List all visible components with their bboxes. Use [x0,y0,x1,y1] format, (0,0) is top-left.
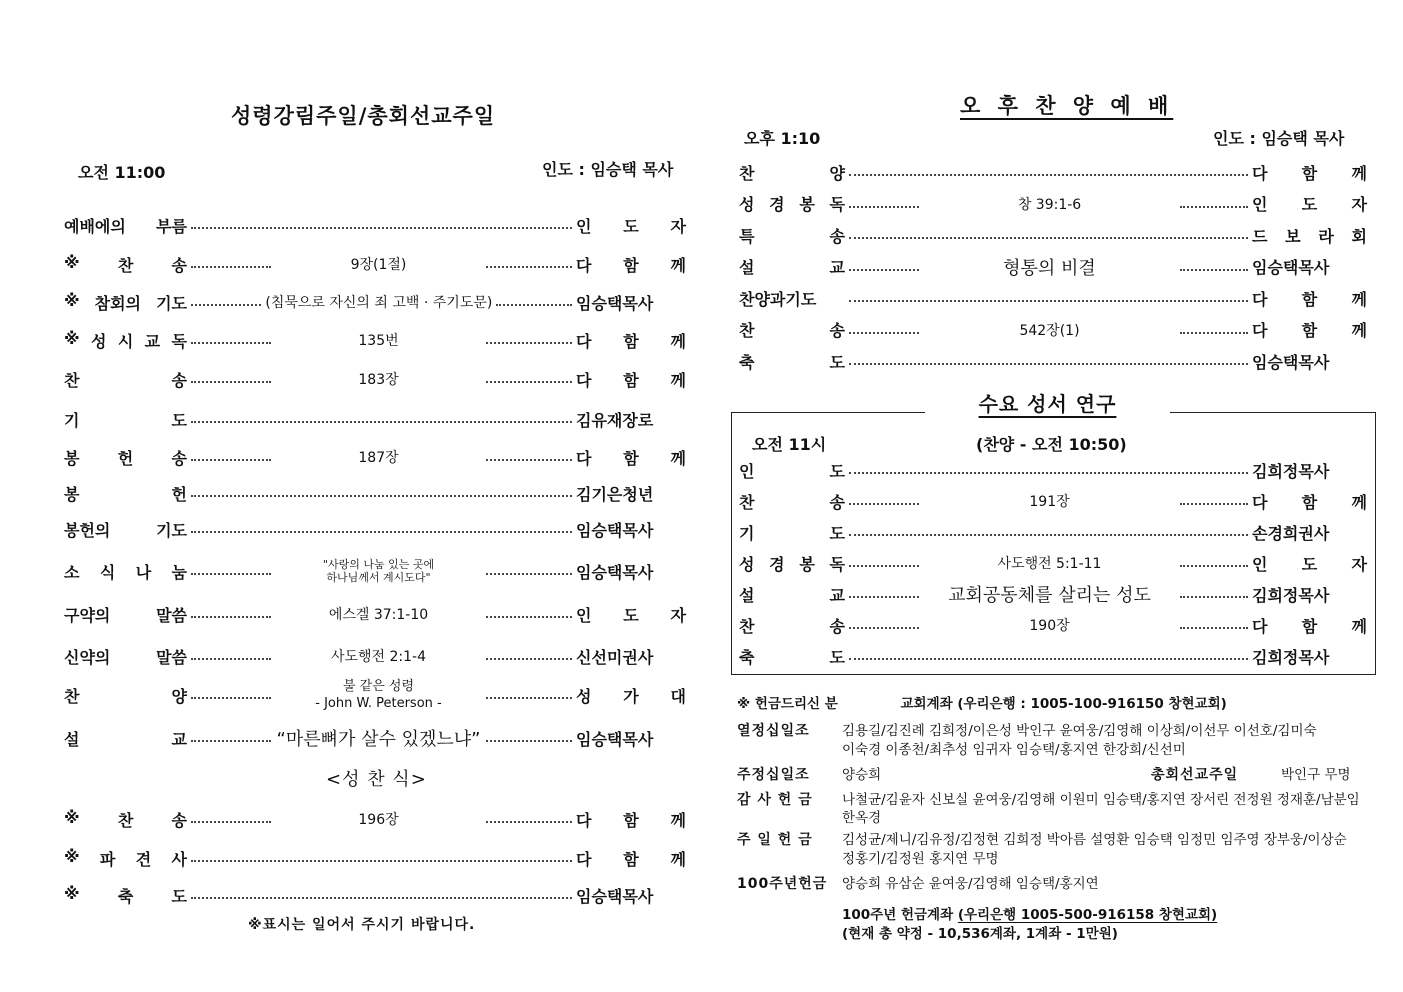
service-item-label: 기 도 [64,410,187,430]
service-row [64,843,686,873]
service-item-person: 다 함 께 [576,849,686,869]
leader-dots [191,860,572,862]
detail-line-1: 불 같은 성령 [342,679,415,694]
service-item-label: 찬 송 [64,370,187,390]
offering-header-label: ※ 헌금드리신 분 [737,696,838,712]
leader-dots [849,658,1248,660]
service-row [739,520,1367,544]
leader-dots [486,573,572,575]
service-item-person: 드 보 라 회 [1252,226,1367,246]
service-row [64,404,686,434]
service-item-person: 임승택목사 [576,886,654,906]
detail-line-2: - John W. Peterson - [315,696,442,711]
service-row [739,489,1367,513]
leader-dots [191,573,271,575]
service-item-detail: 542장(1) [1019,322,1080,339]
service-item-person: 다 함 께 [576,370,686,390]
service-item-label: 축 도 [739,647,845,667]
wednesday-title-wrap [925,388,1170,417]
service-item-label: 신약의 말씀 [64,647,187,667]
offering-header [737,696,1227,713]
mission-label: 총회선교주일 [1151,767,1239,783]
service-row [739,458,1367,482]
wednesday-time: 오전 11시 [752,435,827,454]
leader-dots [191,697,271,699]
leader-dots [849,565,919,567]
service-item-detail: “마른뼈가 살수 있겠느냐” [276,729,481,750]
service-item-person: 다 함 께 [1252,616,1367,636]
service-row [64,599,686,629]
standing-note: ※표시는 일어서 주시기 바랍니다. [248,917,476,933]
anniversary-status: (현재 총 약정 - 10,536계좌, 1계좌 - 1만원) [842,926,1118,942]
service-item-detail: 형통의 비결 [1003,257,1096,279]
service-item-detail: 교회공동체를 살리는 성도 [948,585,1151,606]
service-item-label: 찬 송 [739,492,845,512]
service-row [739,223,1367,247]
service-row [739,582,1367,606]
leader-dots [191,495,572,497]
service-row [64,641,686,671]
service-row [739,613,1367,637]
service-item-person: 임승택목사 [1252,258,1330,277]
weekly-tithe-label: 주정십일조 [737,767,810,783]
service-item-label: 봉 헌 [64,484,187,504]
service-row [64,680,686,710]
wednesday-title: 수요 성서 연구 [978,392,1117,416]
service-item-label: ※ 찬 송 [64,807,187,830]
afternoon-time: 오후 1:10 [744,129,821,148]
service-item-detail: 사도행전 2:1-4 [330,649,427,665]
service-item-person: 다 함 께 [1252,321,1367,340]
service-item-person: 다 함 께 [1252,289,1367,309]
leader-dots [486,821,572,823]
afternoon-title: 오 후 찬 양 예 배 [960,94,1174,118]
leader-dots [849,237,1248,239]
service-item-detail: 190장 [1029,618,1070,634]
service-row [739,192,1367,216]
sacrament-heading: <성 찬 식> [326,769,427,790]
service-item-person: 김유재장로 [576,410,654,430]
service-item-label: 예배에의 부름 [64,216,187,236]
service-row [64,723,686,753]
leader-dots [191,740,271,742]
anniversary-account-prefix: 100주년 헌금계좌 [842,907,958,923]
service-item-person: 다 함 께 [576,331,686,351]
leader-dots [486,459,572,461]
service-row [739,286,1367,310]
service-item-label: ※ 찬 송 [64,252,187,275]
service-item-label: 구약의 말씀 [64,605,187,625]
service-item-person: 신선미권사 [576,647,654,667]
leader-dots [849,472,1248,474]
leader-dots [191,421,572,423]
service-item-label: 설 교 [739,258,845,277]
anniversary-account-number: (우리은행 1005-500-916158 창현교회) [957,907,1218,923]
thanks-line-2: 한옥경 [842,810,882,826]
afternoon-leader: 인도 : 임승택 목사 [1213,129,1345,148]
service-item-label: ※ 참회의 기도 [64,290,187,313]
service-row [739,255,1367,279]
service-item-person: 김희정목사 [1252,585,1330,605]
church-account: 교회계좌 (우리은행 : 1005-100-916150 창현교회) [900,696,1227,712]
service-item-person: 김희정목사 [1252,647,1330,667]
tithe-line-1: 김용길/김진례 김희정/이은성 박인구 윤여웅/김영해 이상희/이선무 이선호/김미숙 [842,723,1317,739]
weekly-tithe-names: 양승희 [842,767,882,783]
service-item-person: 다 함 께 [576,810,686,830]
leader-dots [486,266,572,268]
leader-dots [1180,503,1248,505]
anniversary-names: 양승희 유삼순 윤여웅/김영해 임승택/홍지연 [842,876,1099,892]
service-row [64,804,686,834]
service-item-label: 축 도 [739,352,845,372]
service-item-label: 성 경 봉 독 [739,554,845,574]
leader-dots [1180,332,1248,334]
leader-dots [191,342,271,344]
service-row [64,556,686,586]
leader-dots [849,300,1248,302]
service-item-label: ※ 파 견 사 [64,846,187,869]
leader-dots [849,269,919,271]
service-item-detail: 에스겔 37:1-10 [328,607,429,623]
detail-line-1: "사랑의 나눔 있는 곳에 [322,558,435,571]
service-item-detail: 196장 [358,812,399,828]
service-row [64,210,686,240]
service-row [64,325,686,355]
thanks-line-1: 나철균/김윤자 신보실 윤여웅/김영해 이원미 임승택/홍지연 장서린 전정원 정재훈/남분임 [842,792,1360,808]
service-item-label: 찬 송 [739,321,845,340]
wednesday-praise-time: (찬양 - 오전 10:50) [976,435,1127,454]
leader-dots [1180,565,1248,567]
service-item-label: ※ 축 도 [64,883,187,906]
service-item-person: 임승택목사 [576,562,654,582]
service-item-person: 임승택목사 [576,520,654,540]
service-row [739,551,1367,575]
leader-dots [191,821,271,823]
service-item-label: 봉헌의 기도 [64,520,187,540]
service-row [64,249,686,279]
service-item-person: 다 함 께 [1252,163,1367,183]
service-item-person: 임승택목사 [576,729,654,749]
service-item-person: 인 도 자 [576,605,686,625]
service-row [739,160,1367,184]
service-item-detail: 창 39:1-6 [1017,196,1082,213]
service-item-label: 설 교 [739,585,845,605]
leader-dots [849,332,919,334]
leader-dots [849,627,919,629]
service-item-detail: 183장 [358,372,399,388]
service-item-label: 찬 양 [739,163,845,183]
service-item-person: 김희정목사 [1252,461,1330,481]
service-item-person: 다 함 께 [576,255,686,275]
tithe-label: 열정십일조 [737,723,810,739]
leader-dots [486,342,572,344]
leader-dots [486,658,572,660]
tithe-line-2: 이숙경 이종천/최추성 임귀자 임승택/홍지연 한강희/신선미 [842,742,1186,758]
service-item-person: 다 함 께 [576,448,686,468]
leader-dots [849,174,1248,176]
service-item-label: 기 도 [739,523,845,543]
left-time: 오전 11:00 [78,163,166,182]
leader-dots [191,616,271,618]
service-item-label: 찬양과기도 [739,289,817,309]
leader-dots [486,616,572,618]
leader-dots [191,459,271,461]
leader-dots [849,363,1248,365]
service-item-person: 인 도 자 [1252,195,1367,214]
leader-dots [486,697,572,699]
service-item-person: 인 도 자 [576,216,686,236]
service-item-label: 인 도 [739,461,845,481]
service-item-person: 성 가 대 [576,686,686,706]
service-item-label: 봉 헌 송 [64,448,187,468]
service-row [64,514,686,544]
mission-names: 박인구 무명 [1281,767,1351,783]
detail-line-2: 하나님께서 계시도다" [326,571,431,584]
service-item-detail: (침묵으로 자신의 죄 고백 · 주기도문) [265,295,493,311]
anniversary-label: 100주년헌금 [737,876,828,892]
leader-dots [191,227,572,229]
service-item-label: 찬 송 [739,616,845,636]
leader-dots [1180,269,1248,271]
service-row [64,478,686,508]
service-item-detail: 9장(1절) [350,257,407,273]
leader-dots [191,304,261,306]
service-item-label: 설 교 [64,729,187,749]
service-item-detail: 사도행전 5:1-11 [997,556,1102,572]
service-row [739,318,1367,342]
anniversary-account [842,907,1217,924]
service-row [64,880,686,910]
thanks-label: 감 사 헌 금 [737,792,813,808]
leader-dots [849,206,919,208]
left-leader: 인도 : 임승택 목사 [542,160,674,179]
service-row [64,442,686,472]
service-item-detail [275,558,482,584]
sunday-label: 주 일 헌 금 [737,832,813,848]
leader-dots [486,740,572,742]
service-item-detail [275,678,482,712]
service-item-label: 특 송 [739,226,845,246]
leader-dots [849,596,919,598]
service-row [64,364,686,394]
leader-dots [191,658,271,660]
service-item-label: 찬 양 [64,686,187,706]
leader-dots [191,897,572,899]
leader-dots [191,381,271,383]
service-row [739,349,1367,373]
service-item-person: 김기은청년 [576,484,654,504]
sunday-line-1: 김성균/제니/김유정/김정현 김희정 박아름 설영환 임승택 임정민 임주영 장부웅/이상순 [842,832,1347,848]
leader-dots [1180,627,1248,629]
left-title: 성령강림주일/총회선교주일 [231,104,496,128]
leader-dots [486,381,572,383]
leader-dots [849,503,919,505]
leader-dots [1180,596,1248,598]
service-item-detail: 187장 [358,450,399,466]
leader-dots [1180,206,1248,208]
service-item-detail: 191장 [1029,494,1070,510]
leader-dots [849,534,1248,536]
service-item-label: 소 식 나 눔 [64,562,187,582]
service-item-label: 성 경 봉 독 [739,195,845,214]
service-item-person: 임승택목사 [576,293,654,313]
service-item-label: ※ 성 시 교 독 [64,328,187,351]
service-item-person: 인 도 자 [1252,554,1367,574]
service-item-person: 손경희권사 [1252,523,1330,543]
service-item-person: 임승택목사 [1252,352,1330,372]
sunday-line-2: 정홍기/김정원 홍지연 무명 [842,851,999,867]
leader-dots [496,304,572,306]
service-row [739,644,1367,668]
leader-dots [191,531,572,533]
service-item-detail: 135번 [358,333,399,349]
service-row [64,287,686,317]
leader-dots [191,266,271,268]
service-item-person: 다 함 께 [1252,492,1367,512]
